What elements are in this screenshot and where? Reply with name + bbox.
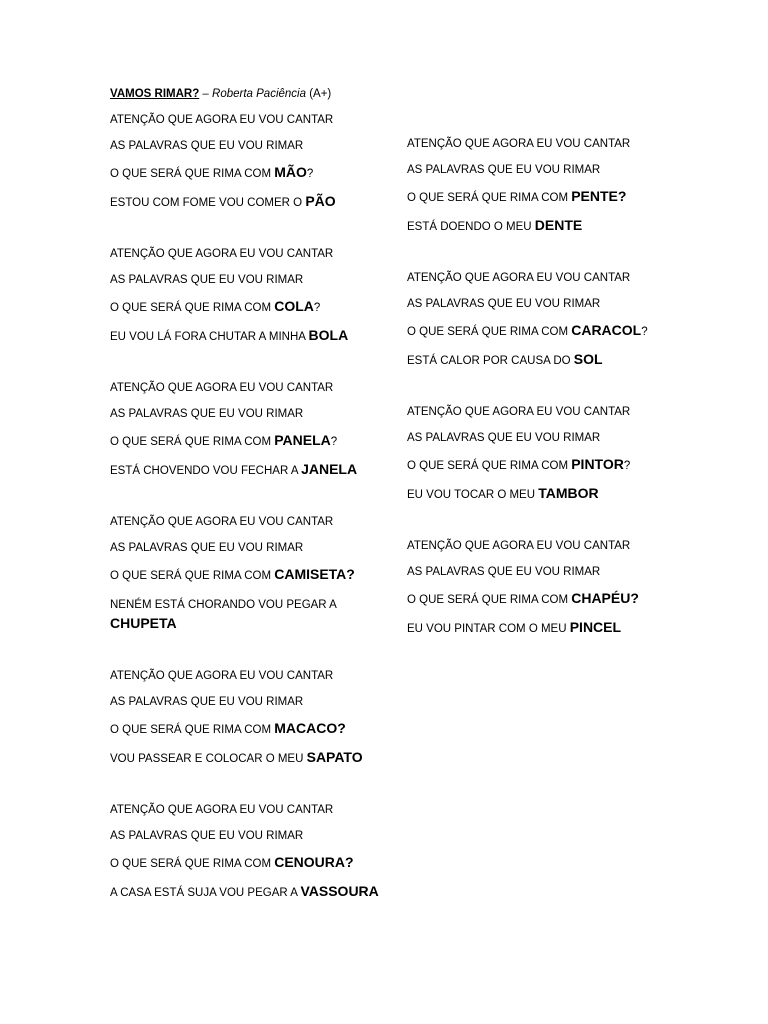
refrain-line-1: ATENÇÃO QUE AGORA EU VOU CANTAR: [407, 138, 631, 150]
question-line: [407, 323, 707, 352]
question-text: O QUE SERÁ QUE RIMA COM: [407, 192, 572, 204]
rhyme-word: CAMISETA?: [274, 566, 355, 582]
question-text: O QUE SERÁ QUE RIMA COM: [407, 326, 572, 338]
refrain-line-2: AS PALAVRAS QUE EU VOU RIMAR: [110, 408, 304, 420]
answer-line: [407, 620, 707, 646]
answer-text: A CASA ESTÁ SUJA VOU PEGAR A: [110, 887, 301, 899]
refrain-line-2: AS PALAVRAS QUE EU VOU RIMAR: [110, 830, 304, 842]
refrain-line-1: ATENÇÃO QUE AGORA EU VOU CANTAR: [407, 406, 631, 418]
answer-text: ESTÁ DOENDO O MEU: [407, 221, 535, 233]
question-text: O QUE SERÁ QUE RIMA COM: [110, 858, 275, 870]
refrain-line-1: ATENÇÃO QUE AGORA EU VOU CANTAR: [110, 804, 334, 816]
refrain-line-2: AS PALAVRAS QUE EU VOU RIMAR: [407, 164, 601, 176]
answer-line: [110, 884, 410, 910]
author-name: Roberta Paciência: [212, 88, 307, 100]
question-line: [110, 567, 410, 596]
answer-line: [110, 750, 410, 776]
rhyme-word: CARACOL: [571, 322, 642, 338]
question-line: [110, 299, 410, 328]
question-line: [407, 591, 707, 620]
rhyme-word: PANELA: [274, 432, 331, 448]
question-line: [110, 721, 410, 750]
question-mark: ?: [330, 436, 338, 448]
answer-rhyme: TAMBOR: [538, 485, 599, 501]
answer-text: EU VOU LÁ FORA CHUTAR A MINHA: [110, 331, 309, 343]
stanza: [110, 381, 410, 488]
question-text: O QUE SERÁ QUE RIMA COM: [407, 594, 572, 606]
answer-rhyme: VASSOURA: [300, 883, 379, 899]
refrain-line-1: ATENÇÃO QUE AGORA EU VOU CANTAR: [110, 516, 334, 528]
answer-rhyme: JANELA: [301, 461, 358, 477]
title-text: VAMOS RIMAR?: [110, 88, 200, 100]
answer-rhyme: PINCEL: [569, 619, 622, 635]
answer-line: [407, 352, 707, 378]
answer-line: [110, 596, 340, 642]
refrain-line-1: ATENÇÃO QUE AGORA EU VOU CANTAR: [110, 248, 334, 260]
question-text: O QUE SERÁ QUE RIMA COM: [110, 168, 275, 180]
stanza: [407, 539, 707, 646]
question-line: [407, 457, 707, 486]
answer-text: VOU PASSEAR E COLOCAR O MEU: [110, 753, 307, 765]
answer-rhyme: BOLA: [308, 327, 349, 343]
answer-line: [110, 462, 410, 488]
answer-line: [407, 486, 707, 512]
answer-rhyme: CHUPETA: [110, 615, 177, 631]
answer-rhyme: DENTE: [534, 217, 583, 233]
refrain-line-2: AS PALAVRAS QUE EU VOU RIMAR: [407, 432, 601, 444]
stanza: [110, 247, 410, 354]
refrain-line-2: AS PALAVRAS QUE EU VOU RIMAR: [110, 542, 304, 554]
refrain-line-1: ATENÇÃO QUE AGORA EU VOU CANTAR: [110, 670, 334, 682]
refrain-line-2: AS PALAVRAS QUE EU VOU RIMAR: [110, 274, 304, 286]
answer-rhyme: PÃO: [305, 193, 336, 209]
rhyme-word: MACACO?: [274, 720, 346, 736]
refrain-line-1: ATENÇÃO QUE AGORA EU VOU CANTAR: [407, 272, 631, 284]
answer-rhyme: SAPATO: [306, 749, 363, 765]
stanza: [407, 405, 707, 512]
answer-text: ESTÁ CALOR POR CAUSA DO: [407, 355, 574, 367]
left-column: [110, 113, 410, 910]
grade-label: (A+): [306, 88, 332, 100]
rhyme-word: CHAPÉU?: [571, 590, 639, 606]
stanza: [110, 113, 410, 220]
question-text: O QUE SERÁ QUE RIMA COM: [110, 724, 275, 736]
answer-line: [407, 218, 707, 244]
rhyme-word: CENOURA?: [274, 854, 354, 870]
question-text: O QUE SERÁ QUE RIMA COM: [110, 436, 275, 448]
rhyme-word: PINTOR: [571, 456, 624, 472]
refrain-line-2: AS PALAVRAS QUE EU VOU RIMAR: [110, 140, 304, 152]
refrain-line-1: ATENÇÃO QUE AGORA EU VOU CANTAR: [110, 382, 334, 394]
answer-text: ESTÁ CHOVENDO VOU FECHAR A: [110, 465, 302, 477]
refrain-line-1: ATENÇÃO QUE AGORA EU VOU CANTAR: [110, 114, 334, 126]
stanza: [110, 669, 410, 776]
question-line: [110, 433, 410, 462]
stanza: [110, 803, 410, 910]
question-line: [110, 165, 410, 194]
answer-text: EU VOU TOCAR O MEU: [407, 489, 539, 501]
title-separator: –: [199, 88, 213, 100]
document-title: [110, 87, 331, 101]
question-mark: ?: [306, 168, 314, 180]
question-text: O QUE SERÁ QUE RIMA COM: [110, 570, 275, 582]
question-text: O QUE SERÁ QUE RIMA COM: [407, 460, 572, 472]
right-column: [407, 137, 707, 646]
question-text: O QUE SERÁ QUE RIMA COM: [110, 302, 275, 314]
answer-rhyme: SOL: [573, 351, 603, 367]
question-mark: ?: [641, 326, 648, 338]
answer-text: NENÉM ESTÁ CHORANDO VOU PEGAR A: [110, 599, 337, 611]
stanza: [110, 515, 410, 642]
refrain-line-2: AS PALAVRAS QUE EU VOU RIMAR: [407, 298, 601, 310]
refrain-line-2: AS PALAVRAS QUE EU VOU RIMAR: [407, 566, 601, 578]
answer-line: [110, 328, 410, 354]
question-mark: ?: [623, 460, 631, 472]
stanza: [407, 137, 707, 244]
stanza: [407, 271, 707, 378]
rhyme-word: COLA: [274, 298, 314, 314]
answer-text: EU VOU PINTAR COM O MEU: [407, 623, 570, 635]
answer-text: ESTOU COM FOME VOU COMER O: [110, 197, 306, 209]
question-line: [407, 189, 707, 218]
answer-line: [110, 194, 410, 220]
rhyme-word: PENTE?: [571, 188, 627, 204]
rhyme-word: MÃO: [274, 164, 307, 180]
refrain-line-1: ATENÇÃO QUE AGORA EU VOU CANTAR: [407, 540, 631, 552]
question-line: [110, 855, 410, 884]
question-mark: ?: [313, 302, 321, 314]
refrain-line-2: AS PALAVRAS QUE EU VOU RIMAR: [110, 696, 304, 708]
